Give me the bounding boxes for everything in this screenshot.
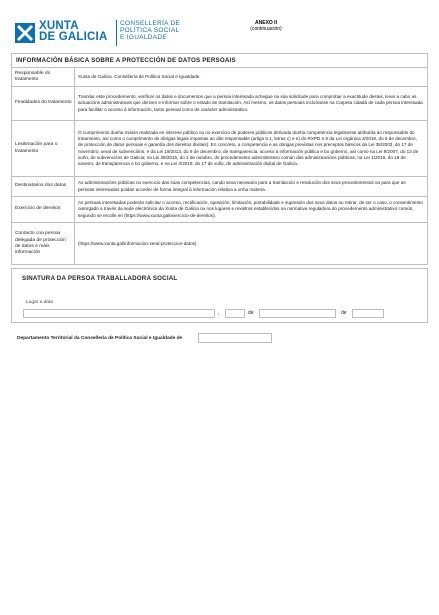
territorial-department-label: Departamento Territorial da Consellería de Política Social e Igualdade de [17, 336, 183, 341]
place-field[interactable] [23, 309, 215, 318]
table-row: Destinatarios dos datos As administracións públicas no exercicio das súas competencias, cando sexa necesario para a tramitación e resolución dos seus procedementos ou para que as persoas interesadas poidan acceder de forma integral á información relativa a unha materia. [12, 177, 427, 197]
table-row: Responsable do tratamento Xunta de Galicia. Consellería de Política Social e Igualdade. [12, 68, 427, 87]
page-header [14, 18, 426, 48]
logo-wordmark: XUNTA DE GALICIA [39, 20, 108, 43]
table-row: Finalidades do tratamento Tramitar este procedemento, verificar os datos e documentos que a persoa interesada achegue na súa solicitude para comprobar a exactitude destes, levar a cabo as actuacións administrativas que deriven e informar sobre o estado de tramitación. Así mesmo, os datos persoais incluíranse na Carpeta cidadá de cada persoa interesada para facilitar o acceso á información, tanto persoal como de carácter administrativo. [12, 87, 427, 121]
day-field[interactable] [225, 309, 245, 318]
signature-title: SINATURA DA PERSOA TRABALLADORA SOCIAL [22, 275, 178, 282]
xunta-logo [14, 18, 194, 48]
department-name: CONSELLERÍA DE POLÍTICA SOCIAL E IGUALDADE [120, 20, 181, 41]
table-row: Lexitimación para o tratamento O cumprimento dunha misión realizada en interese público ou no exercicio de poderes públicos derivada dunha competencia legalmente atribuída ao responsable do tratamento, así como o cumprimento de obrigas legais impostas ao dito responsable (artigo 6.1, letras c) e e) do RXPD e 8 da Lei orgánica 3/2018, do 5 de decembro, de protección de datos persoais e garantía dos dereitos dixitais). En concreto, a competencia e as obrigas previstas nos preceptos básicos da Lei 38/2003, do 17 de novembro, xeral de subvencións, e da Lei 19/2013, do 9 de decembro, de transparencia, acceso á información pública e bo goberno, así como na Lei 9/2007, do 13 de xuño, de subvencións de Galicia; na Lei 39/2015, do 1 de outubro, do procedemento administrativo común das administracións públicas; na Lei 1/2016, do 18 de xaneiro, de transparencia e bo goberno, e na Lei 4/2019, do 17 de xullo, de administración dixital de Galicia. [12, 121, 427, 177]
table-row: Contacto coa persoa delegada de protección de datos e máis información (https://www.xunta.gal/informacion-xeral-proteccion-datos) [12, 223, 427, 265]
place-date-label: Lugar e data [26, 300, 53, 305]
privacy-info-link[interactable]: (https://www.xunta.gal/informacion-xeral-proteccion-datos) [78, 240, 197, 246]
month-field[interactable] [259, 309, 336, 318]
annex-heading: ANEXO II (continuación) [250, 20, 282, 32]
data-protection-table [11, 53, 428, 265]
table-row: Exercicio de dereitos As persoas interesadas poderán solicitar o acceso, rectificación, oposición, limitación, portabilidade e supresión dos seus datos ou retirar, de ser o caso, o consentimento outorgado a través da sede electrónica da Xunta de Galicia ou nos lugares e rexistros establecidos na normativa reguladora do procedemento administrativo común, segundo se recolle en (https://www.xunta.gal/exercicio-de-dereitos). [12, 197, 427, 223]
rights-text: As persoas interesadas poderán solicitar o acceso, rectificación, oposición, limitación, portabilidade e supresión dos seus datos ou retirar, de ser o caso, o consentimento outorgado a través da sede electrónica da Xunta de Galicia ou nos lugares e rexistros establecidos na normativa reguladora do procedemento administrativo común, segundo se recolle en (https://www.xunta.gal/exercicio-de-dereitos). [78, 200, 423, 218]
territorial-department-field[interactable] [198, 333, 272, 343]
xunta-cross-icon [14, 22, 36, 44]
signature-section: SINATURA DA PERSOA TRABALLADORA SOCIAL Lugar e data , de de [11, 268, 428, 323]
data-protection-title: INFORMACIÓN BÁSICA SOBRE A PROTECCIÓN DE DATOS PERSOAIS [12, 54, 427, 68]
year-field[interactable] [352, 309, 384, 318]
